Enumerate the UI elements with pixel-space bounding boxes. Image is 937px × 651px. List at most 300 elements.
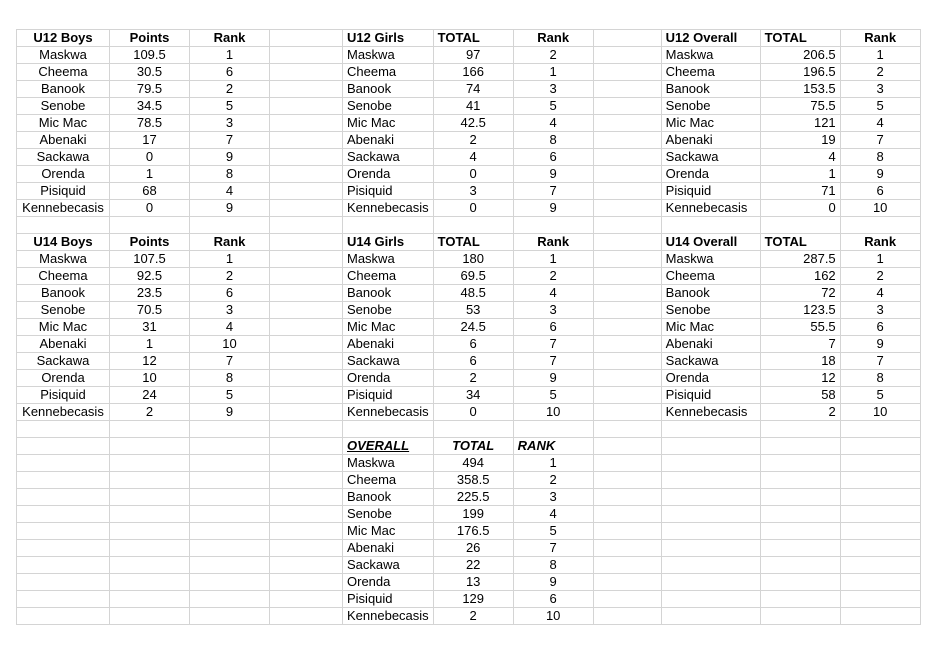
- results-sheet: [16, 29, 921, 625]
- club-name-cell: Sackawa: [17, 353, 110, 370]
- rank-cell: 5: [190, 98, 270, 115]
- club-name-cell: Abenaki: [661, 336, 760, 353]
- score-cell: 18: [760, 353, 840, 370]
- score-cell: 129: [433, 591, 513, 608]
- u12-girls-header-value: TOTAL: [433, 30, 513, 47]
- empty-cell: [270, 472, 343, 489]
- empty-cell: [270, 285, 343, 302]
- empty-cell: [760, 540, 840, 557]
- table-row: [17, 285, 921, 302]
- empty-cell: [661, 574, 760, 591]
- score-cell: 4: [433, 149, 513, 166]
- table-row: [17, 81, 921, 98]
- rank-cell: 7: [190, 353, 270, 370]
- score-cell: 22: [433, 557, 513, 574]
- rank-cell: 8: [840, 370, 920, 387]
- score-cell: 0: [110, 149, 190, 166]
- empty-cell: [17, 489, 110, 506]
- rank-cell: 7: [513, 540, 593, 557]
- empty-cell: [593, 81, 661, 98]
- empty-cell: [840, 608, 920, 625]
- empty-cell: [270, 540, 343, 557]
- empty-cell: [270, 64, 343, 81]
- empty-cell: [593, 302, 661, 319]
- rank-cell: 2: [190, 81, 270, 98]
- rank-cell: 1: [513, 251, 593, 268]
- empty-cell: [17, 455, 110, 472]
- table-row: [17, 591, 921, 608]
- empty-cell: [270, 234, 343, 251]
- rank-cell: 3: [840, 81, 920, 98]
- table-row: [17, 98, 921, 115]
- empty-cell: [110, 608, 190, 625]
- club-name-cell: Cheema: [343, 268, 434, 285]
- empty-cell: [190, 574, 270, 591]
- score-cell: 4: [760, 149, 840, 166]
- club-name-cell: Kennebecasis: [343, 608, 434, 625]
- score-cell: 0: [433, 166, 513, 183]
- rank-cell: 4: [513, 285, 593, 302]
- table-row: [17, 608, 921, 625]
- empty-cell: [270, 98, 343, 115]
- club-name-cell: Abenaki: [343, 336, 434, 353]
- rank-cell: 1: [190, 251, 270, 268]
- empty-cell: [190, 540, 270, 557]
- empty-cell: [593, 370, 661, 387]
- club-name-cell: Pisiquid: [343, 387, 434, 404]
- score-cell: 0: [760, 200, 840, 217]
- score-cell: 12: [760, 370, 840, 387]
- score-cell: 92.5: [110, 268, 190, 285]
- rank-cell: 9: [513, 574, 593, 591]
- empty-cell: [270, 47, 343, 64]
- club-name-cell: Senobe: [661, 302, 760, 319]
- rank-cell: 10: [840, 200, 920, 217]
- u12-boys-header-rank: Rank: [190, 30, 270, 47]
- empty-cell: [760, 489, 840, 506]
- empty-cell: [270, 523, 343, 540]
- club-name-cell: Maskwa: [17, 251, 110, 268]
- empty-cell: [840, 557, 920, 574]
- score-cell: 358.5: [433, 472, 513, 489]
- club-name-cell: Cheema: [343, 472, 434, 489]
- empty-cell: [661, 421, 760, 438]
- club-name-cell: Cheema: [661, 268, 760, 285]
- score-cell: 1: [760, 166, 840, 183]
- rank-cell: 9: [190, 200, 270, 217]
- empty-cell: [433, 217, 513, 234]
- club-name-cell: Maskwa: [17, 47, 110, 64]
- club-name-cell: Banook: [661, 285, 760, 302]
- empty-cell: [110, 472, 190, 489]
- empty-cell: [840, 217, 920, 234]
- empty-cell: [593, 285, 661, 302]
- overall-header-name: OVERALL: [343, 438, 434, 455]
- table-row: [17, 574, 921, 591]
- rank-cell: 5: [513, 98, 593, 115]
- rank-cell: 2: [513, 47, 593, 64]
- empty-cell: [840, 489, 920, 506]
- club-name-cell: Cheema: [17, 64, 110, 81]
- rank-cell: 10: [840, 404, 920, 421]
- empty-cell: [190, 506, 270, 523]
- score-cell: 121: [760, 115, 840, 132]
- empty-cell: [661, 455, 760, 472]
- score-cell: 58: [760, 387, 840, 404]
- empty-cell: [433, 421, 513, 438]
- empty-cell: [593, 591, 661, 608]
- empty-cell: [661, 506, 760, 523]
- club-name-cell: Pisiquid: [343, 591, 434, 608]
- empty-cell: [593, 149, 661, 166]
- score-cell: 153.5: [760, 81, 840, 98]
- club-name-cell: Banook: [343, 81, 434, 98]
- table-row: [17, 268, 921, 285]
- spacer-row: [17, 421, 921, 438]
- score-cell: 24: [110, 387, 190, 404]
- empty-cell: [190, 438, 270, 455]
- empty-cell: [593, 217, 661, 234]
- rank-cell: 5: [190, 387, 270, 404]
- club-name-cell: Mic Mac: [343, 319, 434, 336]
- empty-cell: [661, 217, 760, 234]
- empty-cell: [110, 489, 190, 506]
- empty-cell: [593, 30, 661, 47]
- empty-cell: [270, 149, 343, 166]
- table-row: [17, 404, 921, 421]
- empty-cell: [661, 540, 760, 557]
- table-row: [17, 489, 921, 506]
- empty-cell: [760, 421, 840, 438]
- rank-cell: 9: [513, 200, 593, 217]
- empty-cell: [593, 523, 661, 540]
- rank-cell: 9: [840, 336, 920, 353]
- club-name-cell: Kennebecasis: [343, 404, 434, 421]
- rank-cell: 8: [513, 132, 593, 149]
- table-row: [17, 523, 921, 540]
- empty-cell: [760, 574, 840, 591]
- empty-cell: [17, 557, 110, 574]
- u14-overall-header-name: U14 Overall: [661, 234, 760, 251]
- rank-cell: 1: [840, 251, 920, 268]
- score-cell: 206.5: [760, 47, 840, 64]
- empty-cell: [270, 336, 343, 353]
- empty-cell: [840, 472, 920, 489]
- rank-cell: 6: [190, 285, 270, 302]
- empty-cell: [593, 506, 661, 523]
- header-row: [17, 234, 921, 251]
- rank-cell: 1: [190, 47, 270, 64]
- score-cell: 79.5: [110, 81, 190, 98]
- empty-cell: [270, 506, 343, 523]
- empty-cell: [270, 30, 343, 47]
- rank-cell: 4: [840, 285, 920, 302]
- empty-cell: [110, 506, 190, 523]
- table-row: [17, 472, 921, 489]
- rank-cell: 8: [190, 166, 270, 183]
- score-cell: 199: [433, 506, 513, 523]
- club-name-cell: Mic Mac: [343, 115, 434, 132]
- empty-cell: [593, 387, 661, 404]
- rank-cell: 7: [840, 353, 920, 370]
- empty-cell: [513, 217, 593, 234]
- club-name-cell: Sackawa: [661, 353, 760, 370]
- club-name-cell: Orenda: [343, 574, 434, 591]
- club-name-cell: Orenda: [343, 166, 434, 183]
- empty-cell: [270, 268, 343, 285]
- club-name-cell: Banook: [17, 285, 110, 302]
- score-cell: 7: [760, 336, 840, 353]
- score-cell: 71: [760, 183, 840, 200]
- empty-cell: [661, 438, 760, 455]
- rank-cell: 3: [513, 81, 593, 98]
- rank-cell: 9: [513, 166, 593, 183]
- empty-cell: [270, 81, 343, 98]
- empty-cell: [110, 591, 190, 608]
- rank-cell: 7: [513, 183, 593, 200]
- score-cell: 196.5: [760, 64, 840, 81]
- empty-cell: [270, 489, 343, 506]
- rank-cell: 2: [513, 472, 593, 489]
- score-cell: 1: [110, 336, 190, 353]
- rank-cell: 8: [513, 557, 593, 574]
- score-cell: 24.5: [433, 319, 513, 336]
- score-cell: 72: [760, 285, 840, 302]
- empty-cell: [270, 115, 343, 132]
- rank-cell: 1: [513, 455, 593, 472]
- table-row: [17, 149, 921, 166]
- empty-cell: [593, 353, 661, 370]
- score-cell: 34.5: [110, 98, 190, 115]
- club-name-cell: Maskwa: [661, 251, 760, 268]
- u12-girls-header-rank: Rank: [513, 30, 593, 47]
- spacer-row: [17, 217, 921, 234]
- u14-boys-header-value: Points: [110, 234, 190, 251]
- score-cell: 107.5: [110, 251, 190, 268]
- score-cell: 287.5: [760, 251, 840, 268]
- empty-cell: [760, 506, 840, 523]
- empty-cell: [17, 472, 110, 489]
- table-row: [17, 387, 921, 404]
- empty-cell: [190, 523, 270, 540]
- empty-cell: [593, 608, 661, 625]
- u12-overall-header-value: TOTAL: [760, 30, 840, 47]
- score-cell: 30.5: [110, 64, 190, 81]
- club-name-cell: Kennebecasis: [17, 200, 110, 217]
- u14-girls-header-rank: Rank: [513, 234, 593, 251]
- table-row: [17, 506, 921, 523]
- empty-cell: [593, 234, 661, 251]
- rank-cell: 1: [840, 47, 920, 64]
- empty-cell: [760, 557, 840, 574]
- empty-cell: [270, 183, 343, 200]
- empty-cell: [840, 574, 920, 591]
- empty-cell: [270, 353, 343, 370]
- rank-cell: 10: [513, 608, 593, 625]
- rank-cell: 2: [840, 268, 920, 285]
- table-row: [17, 132, 921, 149]
- club-name-cell: Sackawa: [343, 149, 434, 166]
- score-cell: 48.5: [433, 285, 513, 302]
- club-name-cell: Pisiquid: [661, 183, 760, 200]
- club-name-cell: Mic Mac: [17, 319, 110, 336]
- table-row: [17, 115, 921, 132]
- table-row: [17, 47, 921, 64]
- score-cell: 6: [433, 353, 513, 370]
- rank-cell: 5: [840, 98, 920, 115]
- rank-cell: 6: [513, 149, 593, 166]
- score-cell: 42.5: [433, 115, 513, 132]
- rank-cell: 7: [513, 336, 593, 353]
- rank-cell: 8: [190, 370, 270, 387]
- table-row: [17, 200, 921, 217]
- empty-cell: [110, 421, 190, 438]
- empty-cell: [17, 438, 110, 455]
- club-name-cell: Cheema: [661, 64, 760, 81]
- empty-cell: [760, 455, 840, 472]
- club-name-cell: Orenda: [17, 370, 110, 387]
- empty-cell: [270, 166, 343, 183]
- u12-boys-header-value: Points: [110, 30, 190, 47]
- club-name-cell: Orenda: [17, 166, 110, 183]
- empty-cell: [270, 251, 343, 268]
- table-row: [17, 251, 921, 268]
- u14-boys-header-rank: Rank: [190, 234, 270, 251]
- rank-cell: 6: [190, 64, 270, 81]
- empty-cell: [760, 608, 840, 625]
- table-row: [17, 336, 921, 353]
- score-cell: 3: [433, 183, 513, 200]
- club-name-cell: Pisiquid: [17, 183, 110, 200]
- empty-cell: [110, 574, 190, 591]
- u12-girls-header-name: U12 Girls: [343, 30, 434, 47]
- club-name-cell: Senobe: [17, 98, 110, 115]
- empty-cell: [593, 489, 661, 506]
- club-name-cell: Orenda: [661, 166, 760, 183]
- score-cell: 6: [433, 336, 513, 353]
- rank-cell: 6: [840, 183, 920, 200]
- empty-cell: [270, 370, 343, 387]
- empty-cell: [661, 472, 760, 489]
- empty-cell: [270, 387, 343, 404]
- empty-cell: [190, 472, 270, 489]
- u12-overall-header-rank: Rank: [840, 30, 920, 47]
- empty-cell: [593, 47, 661, 64]
- score-cell: 17: [110, 132, 190, 149]
- table-row: [17, 319, 921, 336]
- club-name-cell: Kennebecasis: [661, 200, 760, 217]
- overall-header-value: TOTAL: [433, 438, 513, 455]
- club-name-cell: Sackawa: [343, 557, 434, 574]
- empty-cell: [840, 455, 920, 472]
- club-name-cell: Kennebecasis: [343, 200, 434, 217]
- rank-cell: 3: [190, 115, 270, 132]
- empty-cell: [593, 200, 661, 217]
- rank-cell: 3: [513, 489, 593, 506]
- score-cell: 19: [760, 132, 840, 149]
- empty-cell: [17, 506, 110, 523]
- score-cell: 74: [433, 81, 513, 98]
- table-row: [17, 557, 921, 574]
- u12-boys-header-name: U12 Boys: [17, 30, 110, 47]
- empty-cell: [760, 523, 840, 540]
- club-name-cell: Abenaki: [343, 540, 434, 557]
- score-cell: 225.5: [433, 489, 513, 506]
- empty-cell: [270, 200, 343, 217]
- club-name-cell: Sackawa: [343, 353, 434, 370]
- score-cell: 13: [433, 574, 513, 591]
- score-cell: 41: [433, 98, 513, 115]
- empty-cell: [270, 455, 343, 472]
- score-cell: 55.5: [760, 319, 840, 336]
- rank-cell: 2: [513, 268, 593, 285]
- empty-cell: [593, 421, 661, 438]
- rank-cell: 4: [840, 115, 920, 132]
- empty-cell: [190, 489, 270, 506]
- club-name-cell: Pisiquid: [661, 387, 760, 404]
- score-cell: 12: [110, 353, 190, 370]
- empty-cell: [840, 421, 920, 438]
- table-row: [17, 353, 921, 370]
- empty-cell: [343, 421, 434, 438]
- club-name-cell: Cheema: [343, 64, 434, 81]
- empty-cell: [661, 557, 760, 574]
- rank-cell: 7: [513, 353, 593, 370]
- score-cell: 494: [433, 455, 513, 472]
- empty-cell: [343, 217, 434, 234]
- empty-cell: [270, 217, 343, 234]
- empty-cell: [110, 455, 190, 472]
- table-row: [17, 540, 921, 557]
- u14-overall-header-value: TOTAL: [760, 234, 840, 251]
- score-cell: 2: [433, 608, 513, 625]
- empty-cell: [840, 591, 920, 608]
- score-cell: 166: [433, 64, 513, 81]
- empty-cell: [593, 574, 661, 591]
- club-name-cell: Maskwa: [343, 251, 434, 268]
- rank-cell: 1: [513, 64, 593, 81]
- score-cell: 0: [433, 404, 513, 421]
- table-row: [17, 183, 921, 200]
- rank-cell: 6: [513, 591, 593, 608]
- rank-cell: 10: [190, 336, 270, 353]
- empty-cell: [760, 438, 840, 455]
- empty-cell: [593, 268, 661, 285]
- rank-cell: 4: [513, 115, 593, 132]
- empty-cell: [110, 438, 190, 455]
- rank-cell: 4: [190, 183, 270, 200]
- empty-cell: [110, 557, 190, 574]
- empty-cell: [190, 217, 270, 234]
- empty-cell: [270, 591, 343, 608]
- rank-cell: 3: [190, 302, 270, 319]
- club-name-cell: Mic Mac: [661, 115, 760, 132]
- score-cell: 0: [433, 200, 513, 217]
- score-cell: 1: [110, 166, 190, 183]
- club-name-cell: Abenaki: [17, 336, 110, 353]
- rank-cell: 9: [190, 404, 270, 421]
- club-name-cell: Maskwa: [661, 47, 760, 64]
- score-cell: 26: [433, 540, 513, 557]
- club-name-cell: Cheema: [17, 268, 110, 285]
- club-name-cell: Orenda: [661, 370, 760, 387]
- empty-cell: [593, 336, 661, 353]
- rank-cell: 9: [513, 370, 593, 387]
- empty-cell: [593, 132, 661, 149]
- header-row: [17, 438, 921, 455]
- u14-boys-header-name: U14 Boys: [17, 234, 110, 251]
- rank-cell: 6: [840, 319, 920, 336]
